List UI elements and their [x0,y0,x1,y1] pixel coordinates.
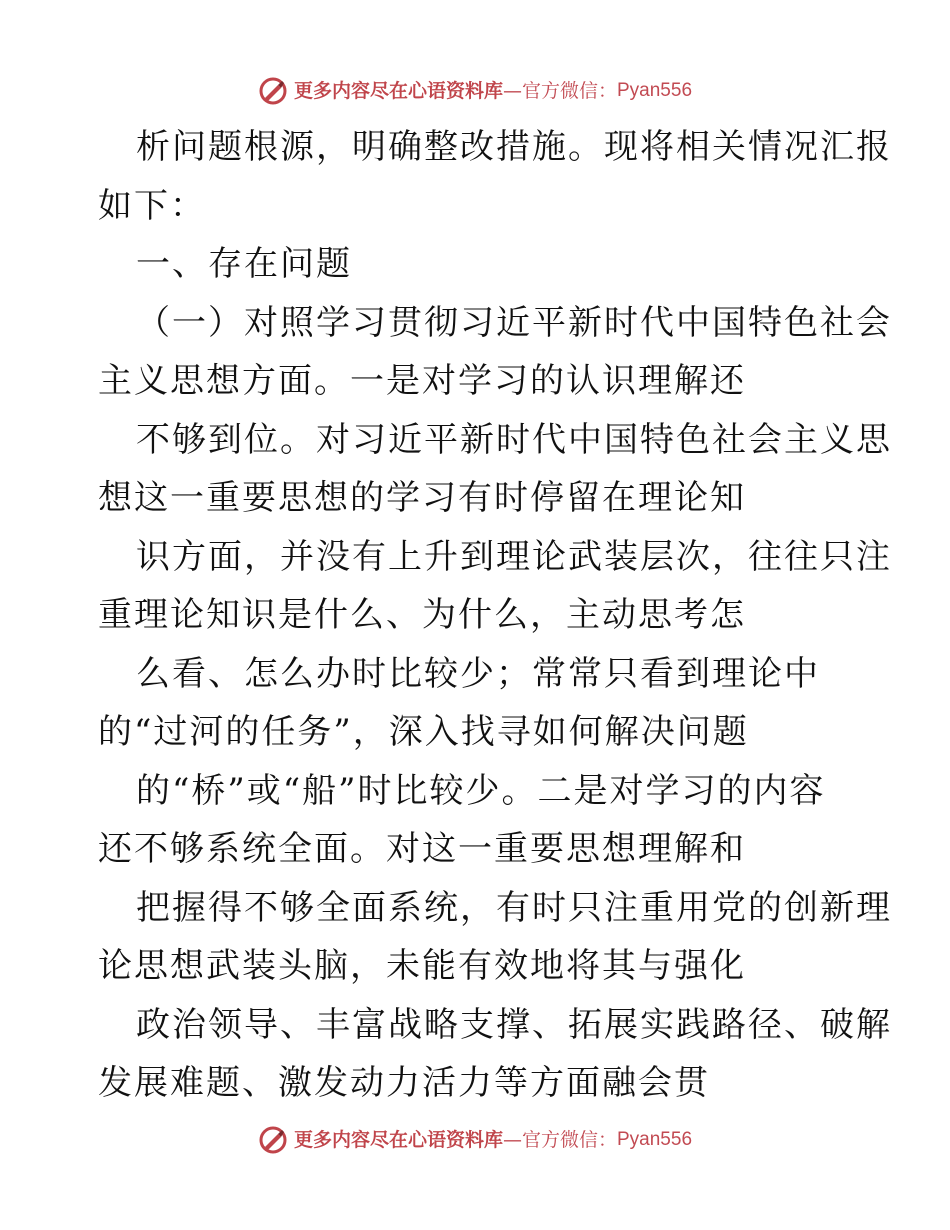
footer-brand-text: 更多内容尽在心语资料库 [293,1129,503,1151]
footer-watermark [0,1123,950,1157]
body-line: 析问题根源，明确整改措施。现将相关情况汇报 [136,127,892,167]
header-brand-text: 更多内容尽在心语资料库 [293,80,503,102]
body-line: 识方面，并没有上升到理论武装层次，往往只注 [136,536,892,577]
pen-circle-logo-icon [258,76,288,106]
header-watermark [0,74,950,108]
body-line: 么看、怎么办时比较少；常常只看到理论中 [136,653,820,694]
body-line: 主义思想方面。一是对学习的认识理解还 [98,361,746,401]
footer-wechat-label: 官方微信： [521,1129,617,1151]
footer-dash: — [502,1129,522,1151]
body-line: 政治领导、丰富战略支撑、拓展实践路径、破解 [136,1004,892,1045]
body-line: 如下： [98,185,206,226]
body-line: 还不够系统全面。对这一重要思想理解和 [98,829,746,869]
document-body [98,118,898,1113]
body-line: （一）对照学习贯彻习近平新时代中国特色社会 [136,302,892,343]
header-dash: — [502,80,522,102]
body-line: 的“过河的任务”，深入找寻如何解决问题 [98,712,749,752]
body-line: 不够到位。对习近平新时代中国特色社会主义思 [136,419,892,460]
header-wechat-label: 官方微信： [521,80,617,102]
body-line: 把握得不够全面系统，有时只注重用党的创新理 [136,887,892,928]
section-heading: 一、存在问题 [136,244,352,284]
body-line: 重理论知识是什么、为什么，主动思考怎 [98,595,746,635]
body-line: 的“桥”或“船”时比较少。二是对学习的内容 [136,770,826,811]
header-wechat-id: Pyan556 [617,80,693,101]
pen-circle-logo-icon [258,1125,288,1155]
body-line: 想这一重要思想的学习有时停留在理论知 [98,478,746,518]
footer-wechat-id: Pyan556 [617,1129,693,1150]
body-line: 论思想武装头脑，未能有效地将其与强化 [98,946,746,986]
body-line: 发展难题、激发动力活力等方面融会贯 [98,1063,710,1103]
